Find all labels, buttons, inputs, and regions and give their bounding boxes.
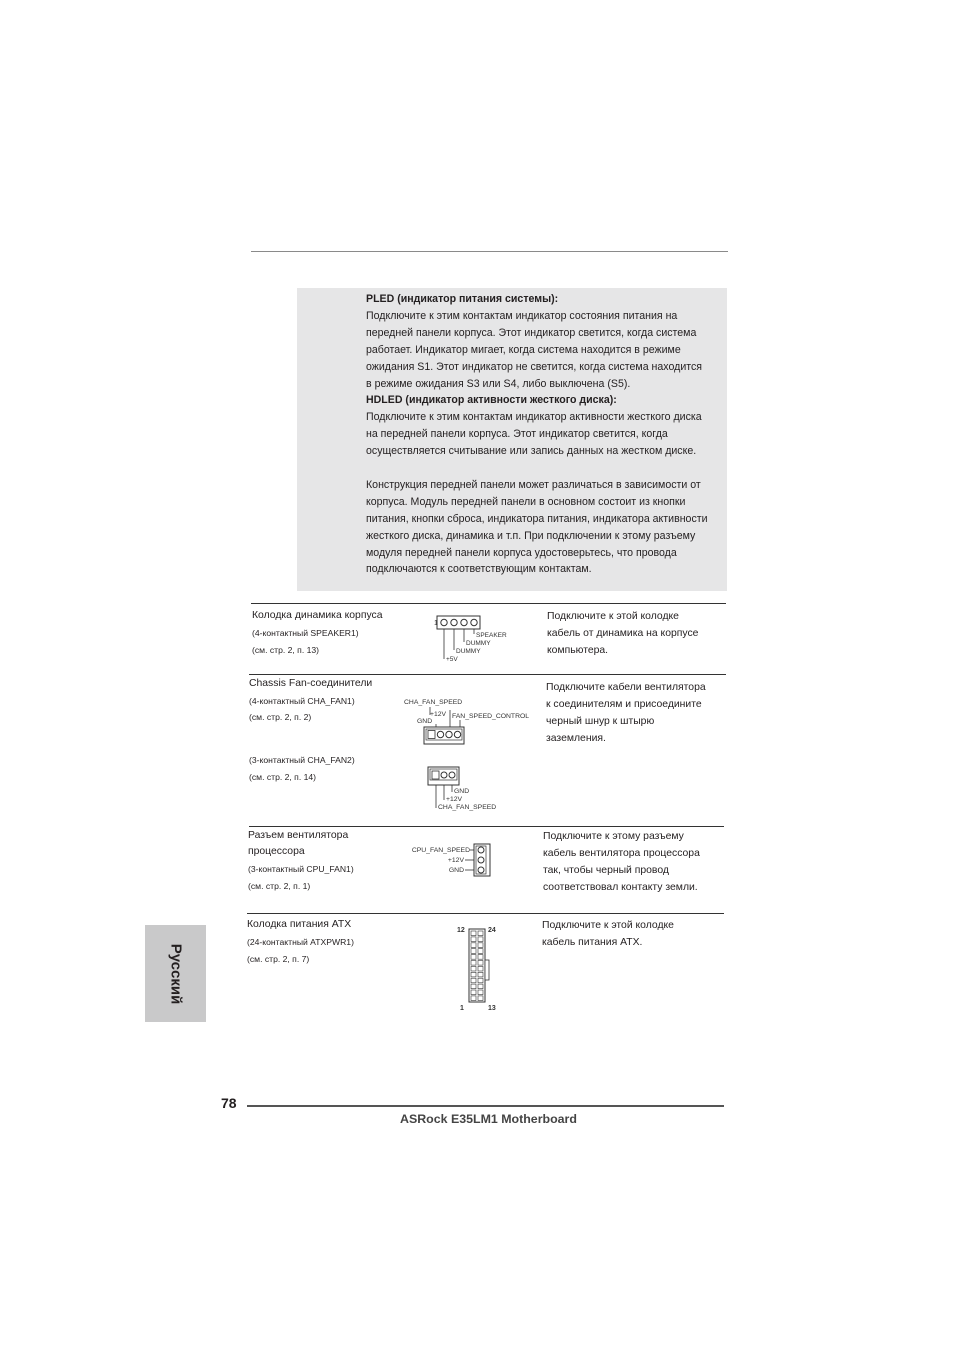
footer-product-name: ASRock E35LM1 Motherboard [400,1112,577,1126]
note-line: жесткого диска, динамика и т.п. При подключении к этому разъему [366,529,696,542]
cpu-fan-connector-diagram [404,840,496,880]
atx-description [542,917,674,951]
note-line: модуля передней панели корпуса удостоверьтесь, что провода [366,546,677,559]
hdled-line: осуществляется считывание или запись данных на жестком диске. [366,445,697,458]
description-line: Подключите к этому разъему [543,831,684,842]
description-line: Подключите кабели вентилятора [546,682,706,693]
section-divider [249,674,726,675]
label-cha-fan-speed: CHA_FAN_SPEED [438,804,497,811]
section-divider [251,603,726,604]
atx-connector-diagram [452,922,504,1014]
description-line: к соединителям и присоедините [546,699,702,710]
speaker-subtitle: (4-контактный SPEAKER1) [252,628,359,638]
front-panel-info-box [297,288,727,591]
cha-fan1-subtitle: (4-контактный CHA_FAN1) [249,696,355,706]
pin-label-speaker: SPEAKER [476,632,507,639]
speaker-description [547,608,698,659]
label-12v: +12V [446,796,463,803]
label-gnd: GND [417,718,433,725]
info-box-text [366,291,730,578]
atx-title: Колодка питания ATX [247,919,352,930]
description-line: Подключите к этой колодке [542,920,674,931]
footer-rule [247,1105,724,1107]
label-gnd: GND [448,867,464,874]
section-divider [247,913,724,914]
pin-label-13: 13 [488,1005,496,1012]
label-cha-fan-speed: CHA_FAN_SPEED [404,699,463,706]
hdled-line: Подключите к этим контактам индикатор активности жесткого диска [366,411,702,424]
page-number: 78 [221,1095,237,1111]
atx-subtitle: (24-контактный ATXPWR1) [247,937,354,947]
pled-line: в режиме ожидания S3 или S4, либо выключена (S5). [366,377,631,390]
description-line: так, чтобы черный провод [543,865,669,876]
note-line: питания, кнопки сброса, индикатора питания, индикатора активности [366,512,708,525]
description-line: черный шнур к штырю [546,716,655,727]
pin-label-24: 24 [488,927,496,934]
atx-reference: (см. стр. 2, п. 7) [247,954,310,964]
description-line: кабель вентилятора процессора [543,848,700,859]
cha-fan2-connector-diagram [424,764,524,812]
pled-line: работает. Индикатор мигает, когда система находится в режиме [366,343,681,356]
label-fan-speed-control: FAN_SPEED_CONTROL [452,713,530,720]
pled-line: передней панели корпуса. Этот индикатор светится, когда система [366,326,697,339]
top-rule [251,251,728,252]
description-line: кабель от динамика на корпусе [547,628,699,639]
pin-label-dummy: DUMMY [456,648,481,655]
pled-line: Подключите к этим контактам индикатор состояния питания на [366,309,678,322]
pin-label-5v: +5V [446,656,458,663]
description-line: кабель питания ATX. [542,937,643,948]
description-line: Подключите к этой колодке [547,611,679,622]
speaker-reference: (см. стр. 2, п. 13) [252,645,320,655]
cha-fan1-reference: (см. стр. 2, п. 2) [249,712,312,722]
description-line: соответствовал контакту земли. [543,882,698,893]
cha-fan2-subtitle: (3-контактный CHA_FAN2) [249,755,355,765]
label-cpu-fan-speed: CPU_FAN_SPEED [411,847,470,854]
label-gnd: GND [454,788,470,795]
language-side-tab [145,925,206,1022]
note-line: Конструкция передней панели может различаться в зависимости от [366,478,701,491]
pin-label-12: 12 [457,927,465,934]
pled-heading: PLED (индикатор питания системы): [366,293,559,305]
paragraph-gap [366,460,730,477]
pin-label-1: 1 [460,1005,464,1012]
section-divider [249,826,724,827]
speaker-connector-diagram [430,612,530,664]
hdled-heading: HDLED (индикатор активности жесткого диска): [366,394,617,407]
note-line: подключаются к соответствующим контактам. [366,563,592,576]
description-line: заземления. [546,733,606,744]
hdled-line: на передней панели корпуса. Этот индикатор светится, когда [366,428,668,441]
cpu-fan-title-line2: процессора [248,846,305,857]
language-label: Русский [167,943,184,1004]
cpu-fan-description [543,828,700,896]
speaker-title: Колодка динамика корпуса [252,610,383,621]
note-line: корпуса. Модуль передней панели в основном состоит из кнопки [366,495,686,508]
pin-label-dummy: DUMMY [466,640,491,647]
pin-one-label: 1 [434,620,438,627]
cpu-fan-title: Разъем вентилятора [248,830,349,841]
chassis-fan-title: Chassis Fan-соединители [249,678,373,689]
description-line: компьютера. [547,645,609,656]
cha-fan2-reference: (см. стр. 2, п. 14) [249,772,317,782]
label-12v: +12V [447,857,464,864]
cpu-fan-reference: (см. стр. 2, п. 1) [248,881,311,891]
chassis-fan-description [546,679,706,747]
label-12v: +12V [430,711,447,718]
cha-fan1-connector-diagram [400,694,540,748]
cpu-fan-subtitle: (3-контактный CPU_FAN1) [248,864,354,874]
pled-line: ожидания S1. Этот индикатор не светится, когда система находится [366,360,702,373]
